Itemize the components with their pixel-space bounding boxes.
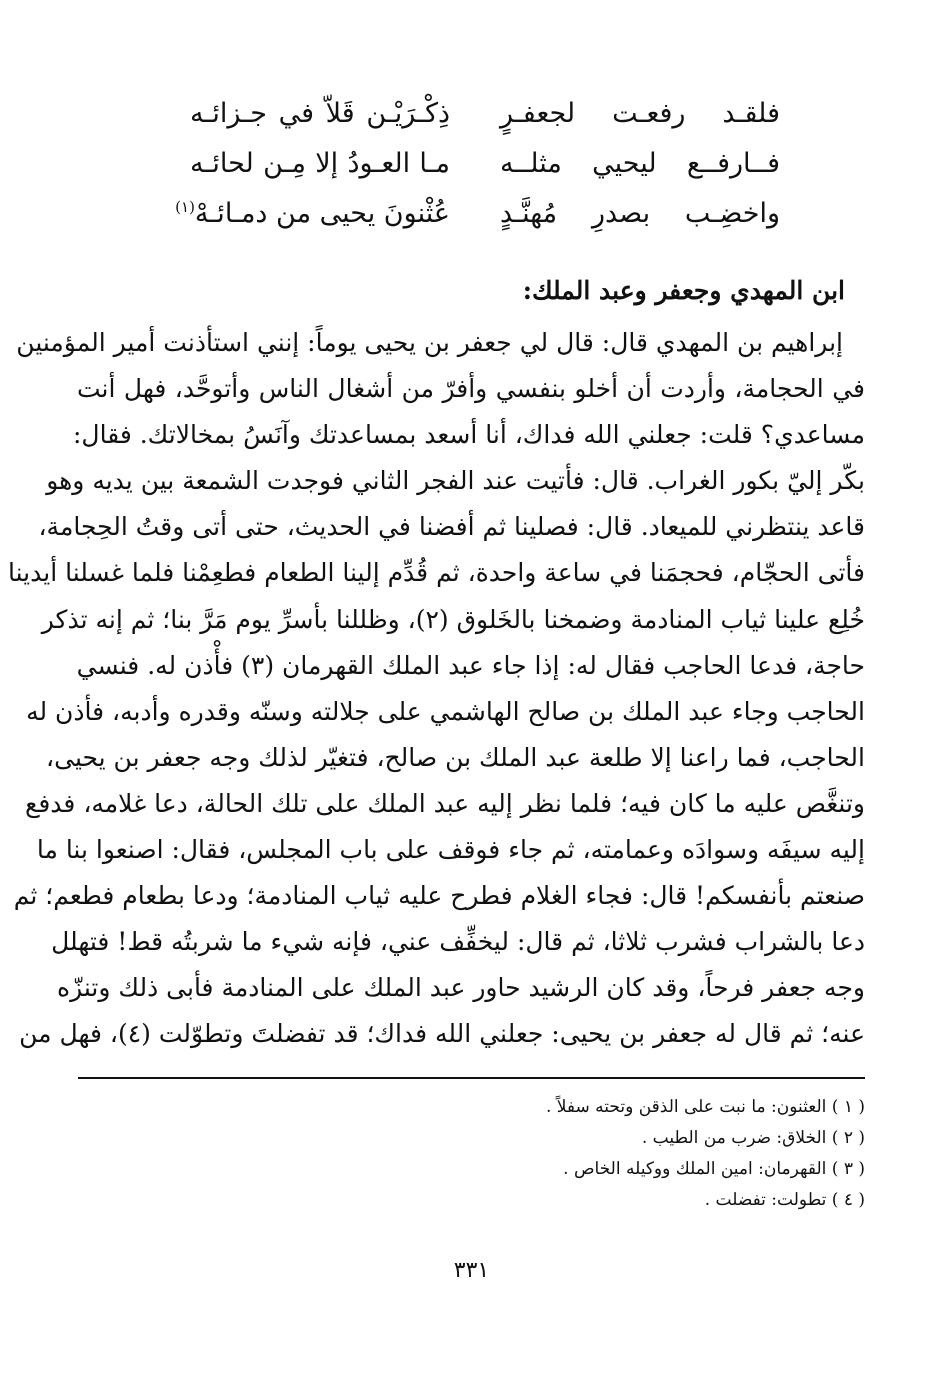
text-line: الحاجب وجاء عبد الملك بن صالح الهاشمي على جلالته وسنّه وقدره وأدبه، فأذن له: [26, 696, 865, 726]
footnote: ( ١ ) العثنون: ما نبت على الذقن وتحته سفلاً .: [545, 1097, 865, 1117]
verse-first-hemistich: واخضِـب بصدرِ مُهنَّـدٍ: [500, 197, 780, 229]
text-line: إليه سيفَه وسوادَه وعمامته، ثم جاء فوقف على باب المجلس، فقال: اصنعوا بنا ما: [36, 835, 865, 865]
text-line: صنعتم بأنفسكم! قال: فجاء الغلام فطرح عليه ثياب المنادمة؛ ودعا بطعام فطعم؛ ثم: [13, 881, 865, 911]
poem-verse: [190, 138, 780, 188]
text-line: مساعدي؟ قلت: جعلني الله فداك، أنا أسعد بمساعدتك وآنَسُ بمخالاتك. فقال:: [72, 420, 865, 450]
text-line: حاجة، فدعا الحاجب فقال له: إذا جاء عبد الملك القهرمان (٣) فأْذن له. فنسي: [76, 650, 865, 680]
text-line: إبراهيم بن المهدي قال: قال لي جعفر بن يحيى يوماً: إنني استأذنت أمير المؤمنين: [16, 328, 843, 357]
text-line: خُلِع علينا ثياب المنادمة وضمخنا بالخَلوق (٢)، وظللنا بأسرِّ يوم مَرَّ بنا؛ ثم إنه تذكر: [41, 604, 865, 634]
section-heading: ابن المهدي وجعفر وعبد الملك:: [522, 276, 845, 305]
verse-text: عُثْنونَ يحيى من دمـائـهْ: [194, 197, 450, 229]
text-line: وتنغَّص عليه ما كان فيه؛ فلما نظر إليه عبد الملك على تلك الحالة، دعا غلامه، فدفع: [25, 788, 865, 818]
footnote: ( ٣ ) القهرمان: امين الملك ووكيله الخاص .: [563, 1159, 865, 1179]
verse-second-hemistich: ذِكْـرَيْـن قَلاّ في جـزائـه: [190, 97, 450, 129]
text-line: بكّر إليّ بكور الغراب. قال: فأتيت عند الفجر الثاني فوجدت الشمعة بين يديه وهو: [46, 466, 865, 496]
poem: [175, 88, 780, 238]
footnote: ( ٤ ) تطولت: تفضلت .: [704, 1190, 865, 1210]
footnote-divider: [78, 1077, 865, 1079]
verse-first-hemistich: فلقـد رفعـت لجعفـرٍ: [500, 97, 780, 129]
footnote-reference: (١): [175, 197, 195, 216]
text-line: وجه جعفر فرحاً، وقد كان الرشيد حاور عبد الملك على المنادمة فأبى ذلك وتنزّه: [56, 973, 865, 1003]
text-line: فأتى الحجّام، فحجمَنا في ساعة واحدة، ثم قُدِّم إلينا الطعام فطعِمْنا فلما غسلنا أيدينا: [8, 558, 865, 588]
verse-second-hemistich: [175, 197, 450, 229]
text-line: الحاجب، فما راعنا إلا طلعة عبد الملك بن صالح، فتغيّر لذلك وجه جعفر بن يحيى،: [46, 742, 865, 772]
page-number: ٣٣١: [453, 1258, 490, 1283]
text-line: في الحجامة، وأردت أن أخلو بنفسي وأفرّ من أشغال الناس وأتوحَّد، فهل أنت: [77, 374, 865, 404]
text-line: دعا بالشراب فشرب ثلاثا، ثم قال: ليخفِّف عني، فإنه شيء ما شربتُه قط! فتهلل: [51, 927, 865, 957]
text-line: قاعد ينتظرني للميعاد. قال: فصلينا ثم أفضنا في الحديث، حتى أتى وقتُ الحِجامة،: [38, 512, 865, 542]
poem-verse: [190, 88, 780, 138]
footnotes: [85, 1092, 865, 1216]
body-text: [8, 320, 865, 1058]
verse-second-hemistich: مـا العـودُ إلا مِـن لحائـه: [190, 147, 450, 179]
footnote: ( ٢ ) الخلاق: ضرب من الطيب .: [641, 1128, 865, 1148]
verse-first-hemistich: فــارفــع ليحيي مثلــه: [500, 147, 780, 179]
text-line: عنه؛ ثم قال له جعفر بن يحيى: جعلني الله فداك؛ قد تفضلتَ وتطوّلت (٤)، فهل من: [19, 1019, 865, 1049]
poem-verse: [175, 188, 780, 238]
